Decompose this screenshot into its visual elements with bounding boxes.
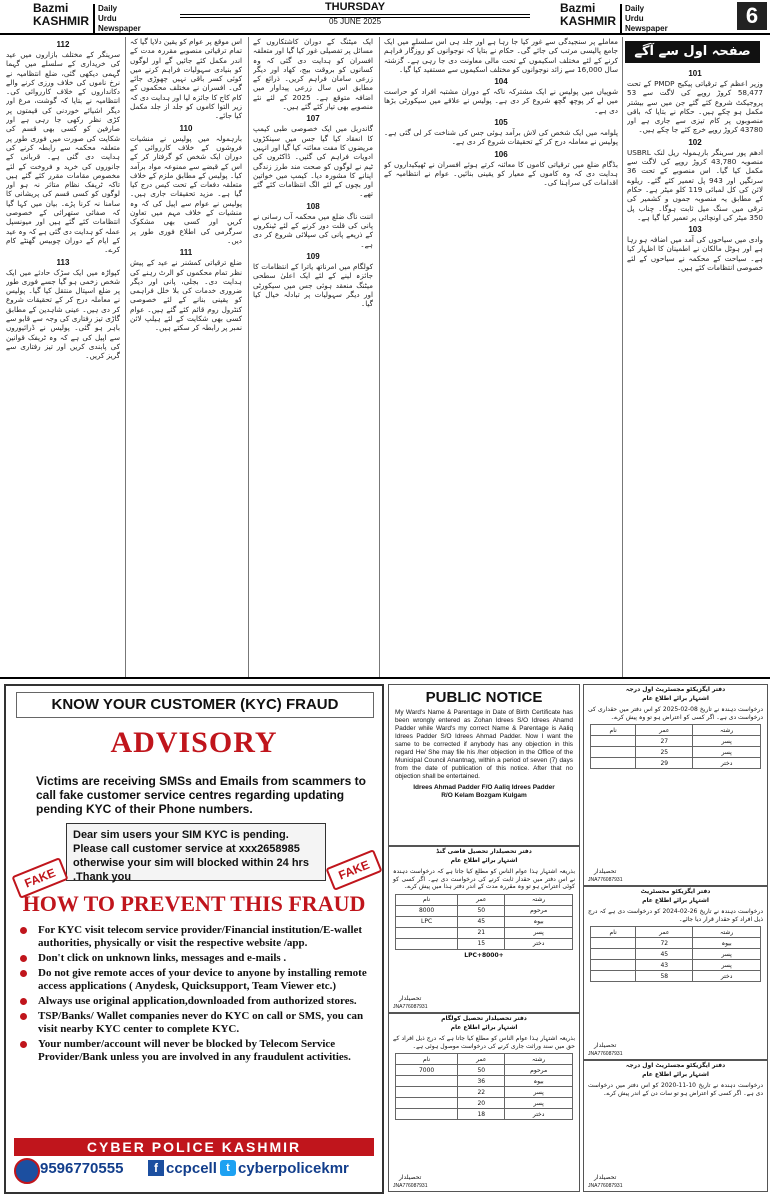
twitter-icon: t [220,1160,236,1176]
table-cell: عمر [636,927,693,938]
table-cell: پسر [693,747,761,758]
tip-text: For KYC visit telecom service provider/Financial institution/E-wallet authorities, physically or visit the respective website /app. [38,924,363,949]
table-row [591,927,761,938]
masthead-left-name1: Bazmi [33,1,69,15]
table-row [591,758,761,769]
article-number: 106 [494,149,508,159]
notice-sign: تحصیلدار [594,1174,617,1181]
page-header [0,0,770,35]
notice-sign: تحصیلدار [399,1174,422,1181]
article-number: 110 [179,123,193,133]
article-column-5 [627,66,763,674]
article-number: 103 [688,225,702,235]
table-cell: 36 [458,1076,505,1087]
table-cell: دختر [693,971,761,982]
table-cell: دختر [505,1109,573,1120]
fake-sms-example: Dear sim users your SIM KYC is pending. Please call customer service at xxx2658985 otherwise your sim will blocked within 24 hrs .Thank you [66,823,326,881]
section-title: صفحہ اول سے آگے [625,41,760,63]
twitter-handle: cyberpolicekmr [238,1160,349,1177]
article-column-4 [384,37,618,675]
tip-item [38,952,373,965]
notice-body: درخواست دہندہ نے تاریخ 08-02-2025 کو اس دفتر میں حقداری کی درخواست دی ہے۔ اگر کسی کو اعتراض ہو تو وہ پیش کرے۔ [588,706,763,721]
article-number: 101 [688,69,702,78]
notice-heading: دفتر ایگزیکٹو مجسٹریٹ اول درجہ [625,686,726,693]
article-number: 105 [494,118,508,128]
fake-stamp-left: FAKE [11,857,68,899]
table-row [591,747,761,758]
fake-stamp-right: FAKE [325,849,382,891]
issue-date: 05 JUNE 2025 [328,17,382,26]
tip-item [38,967,373,993]
table-cell [591,971,636,982]
table-row [591,971,761,982]
notice-body: بذریعہ اشتہار ہذا عوام الناس کو مطلع کیا جاتا ہے کہ درج ذیل افراد کے حق میں سند وراثت جاری کرنے کی درخواست موصول ہوئی ہے۔ [393,1035,575,1050]
table-row [591,960,761,971]
article-column-3 [253,37,373,675]
table-row [396,1087,573,1098]
table-cell: 7000 [396,1065,458,1076]
masthead-right-name2: KASHMIR [560,14,616,28]
table-cell: 18 [458,1109,505,1120]
article-number: 107 [306,114,320,124]
article-text: پلوامہ میں ایک شخص کی لاش برآمد ہوئی جس کی شناخت کر لی گئی ہے۔ پولیس نے معاملہ درج کر کے تحقیقات شروع کر دی ہے۔ [384,128,618,147]
table-row [396,1109,573,1120]
tip-text: Your number/account will never be blocked by Telecom Service Provider/Bank unless you are involved in any fraudulent activities. [38,1038,351,1063]
masthead-right-name1: Bazmi [560,1,596,15]
table-row [396,1054,573,1065]
prevent-fraud-heading: HOW TO PREVENT THIS FRAUD [22,891,366,916]
table-cell: 45 [458,916,505,927]
prevention-tips-list [38,924,373,1066]
masthead-left [33,1,141,33]
kyc-fraud-advertisement [4,684,384,1194]
page-number: 6 [737,2,767,30]
table-row [591,938,761,949]
table-cell: 72 [636,938,693,949]
table-cell: عمر [458,894,505,905]
table-cell [591,747,636,758]
article-text: اننت ناگ ضلع میں محکمہ آب رسانی نے پانی کی قلت دور کرنے کے لئے ٹینکروں کے ذریعے پانی کی سپلائی شروع کر دی ہے۔ [253,211,373,249]
table-cell [591,736,636,747]
table-cell: 29 [636,758,693,769]
article-number: 102 [688,137,702,147]
notice-code: JNA776087931 [588,877,623,883]
notice-code: JNA776087931 [393,1004,428,1010]
notice-title: اشتہار برائے اطلاع عام [450,1024,518,1031]
tip-item [38,995,373,1008]
police-badge-icon [14,1158,40,1184]
article-text: اس موقع پر عوام کو یقین دلایا گیا کہ تمام ترقیاتی منصوبے مقررہ مدت کے اندر مکمل کئے جائیں گے اور لوگوں کو بنیادی سہولیات فراہم کرنے میں کوئی کسر باقی نہیں چھوڑی جائے گی۔ افسران نے مختلف محکموں کے کام کاج کا جائزہ لیا اور ہدایت دی کہ زیر التوا کاموں کو جلد از جلد مکمل کیا جائے۔ [130,37,242,121]
table-row [591,725,761,736]
bullet-icon [20,1013,27,1020]
article-number: 108 [306,201,320,211]
cyber-police-footer [6,1138,382,1192]
table-cell [591,758,636,769]
table-cell [591,938,636,949]
table-row [396,938,573,949]
notice-body: بذریعہ اشتہار ہذا عوام الناس کو مطلع کیا جاتا ہے کہ درخواست دہندہ نے اس دفتر میں حقدار ثابت کرنے کی درخواست دی ہے۔ اگر کسی کو کوئی اعتراض ہو تو وہ مقررہ مدت کے اندر دفتر ہذا میں پیش کرے۔ [393,868,575,891]
public-notice-signature: Idrees Ahmad Padder F/O Aaliq Idrees Padder R/O Kelam Bozgam Kulgam [413,784,555,799]
table-row [396,1098,573,1109]
tip-text: TSP/Banks/ Wallet companies never do KYC on call or SMS, you can visit nearby KYC center to complete KYC. [38,1010,364,1035]
article-text: سرینگر کے مختلف بازاروں میں عید کی خریداری کے سلسلے میں گہما گہمی دیکھی گئی، ضلع انتظامیہ نے نرخ ناموں کی خلاف ورزی کرنے والے دکانداروں کے خلاف کارروائی کی۔ انتظامیہ نے بتایا کہ گوشت، مرغ اور دیگر اشیائے خوردنی کی قیمتوں پر کڑی نظر رکھی جا رہی ہے اور صارفین کو کسی بھی قسم کی شکایت کی صورت میں فوری طور پر متعلقہ محکمہ سے رابطہ کرنے کی ہدایت دی گئی ہے۔ قربانی کے جانوروں کی خرید و فروخت کے لئے مخصوص مقامات مقرر کئے گئے ہیں تاکہ ٹریفک نظام متاثر نہ ہو اور لوگوں کو کسی قسم کی پریشانی کا سامنا نہ کرنا پڑے۔ بیان میں کہا گیا کہ صفائی ستھرائی کے خصوصی انتظامات کئے گئے ہیں اور میونسپل عملہ کو ہدایت دی گئی ہے کہ وہ عید کے ایام کے دوران چوبیس گھنٹے کام کرے۔ [6,50,120,255]
notice-code: JNA776087931 [588,1183,623,1189]
table-cell: پسر [693,736,761,747]
notice-heading: دفتر ایگزیکٹو مجسٹریٹ اول درجہ [625,1062,726,1069]
article-text: وادی میں سیاحوں کی آمد میں اضافہ ہو رہا ہے اور ہوٹل مالکان نے اطمینان کا اظہار کیا ہے۔ سیاحت کے محکمہ نے سیاحوں کے لئے خصوصی انتظامات کئے ہیں۔ [627,235,763,273]
table-cell: پسر [505,1098,573,1109]
notice-body: درخواست دہندہ نے تاریخ 10-11-2020 کو اس دفتر میں درخواست دی ہے۔ اگر کسی کو اعتراض ہو تو سات دن کے اندر پیش کرے۔ [588,1082,763,1097]
tip-text: Always use original application,downloaded from authorized stores. [38,995,357,1007]
column-divider [379,37,380,677]
notice-title: اشتہار برائے اطلاع عام [642,695,709,702]
table-cell: مرحوم [505,1065,573,1076]
masthead-right-tag1: Daily [625,4,645,13]
table-cell: پسر [505,927,573,938]
table-row [591,736,761,747]
article-text: گاندربل میں ایک خصوصی طبی کیمپ کا انعقاد کیا گیا جس میں سینکڑوں مریضوں کا مفت معائنہ کیا گیا اور انہیں ادویات فراہم کی گئیں۔ ڈاکٹروں کی ٹیم نے لوگوں کو صحت مند طرز زندگی اپنانے کا مشورہ دیا۔ کیمپ میں خواتین اور بچوں کے لئے الگ انتظامات کئے گئے تھے۔ [253,124,373,199]
article-text: شوپیاں میں پولیس نے ایک مشترکہ ناکہ کے دوران مشتبہ افراد کو حراست میں لے کر پوچھ گچھ شروع کر دی ہے۔ پولیس نے علاقے میں سیکورٹی بڑھا دی ہے۔ [384,87,618,115]
table-cell: بیوہ [505,916,573,927]
table-cell: نام [591,725,636,736]
article-number: 104 [494,77,508,87]
magistrate-notice-1 [583,684,768,886]
table-cell: نام [591,927,636,938]
notice-heading: دفتر ایگزیکٹو مجسٹریٹ [640,888,711,895]
table-cell: 15 [458,938,505,949]
article-text: ضلع ترقیاتی کمشنر نے عید کے پیش نظر تمام محکموں کو الرٹ رہنے کی ہدایت دی۔ بجلی، پانی اور دیگر ضروری خدمات کی بلا خلل فراہمی کو یقینی بنانے کے لئے خصوصی کنٹرول روم قائم کئے گئے ہیں۔ عوام کسی بھی شکایت کے لئے ہیلپ لائن نمبر پر رابطہ کر سکتے ہیں۔ [130,258,242,333]
helpline-phone: 9596770555 [40,1160,124,1177]
article-text: معاملے پر سنجیدگی سے غور کیا جا رہا ہے اور جلد ہی اس سلسلے میں ایک جامع پالیسی مرتب کی جائے گی۔ حکام نے بتایا کہ نوجوانوں کو روزگار فراہم کرنے کے لئے مختلف اسکیموں کے تحت مالی معاونت دی جا رہی ہے۔ گزشتہ سال 16,000 سے زائد نوجوانوں کو مختلف اسکیموں سے مستفید کیا گیا۔ [384,37,618,74]
cyber-police-banner: CYBER POLICE KASHMIR [14,1138,374,1156]
table-cell [396,1087,458,1098]
article-text: ادھم پور سرینگر بارہمولہ ریل لنک USBRL منصوبہ 43,780 کروڑ روپے کی لاگت سے مکمل کیا گیا۔ اس منصوبے کے تحت 36 سرنگیں اور 943 پل تعمیر کئے گئے۔ ریلوے لائن کی کل لمبائی 119 کلو میٹر ہے۔ حکام کے مطابق یہ منصوبہ جموں و کشمیر کی ترقی میں سنگ میل ثابت ہوگا۔ چناب پل 350 میٹر کی اونچائی پر تعمیر کیا گیا ہے۔ [627,147,763,222]
table-row [396,905,573,916]
table-cell: رشتہ [505,1054,573,1065]
notice-title: اشتہار برائے اطلاع عام [642,1071,709,1078]
table-cell: پسر [693,960,761,971]
notice-body: درخواست دہندہ نے تاریخ 26-02-2024 کو درخواست دی ہے کہ درج ذیل افراد کو حقدار قرار دیا جائے۔ [588,908,763,923]
table-cell [396,1076,458,1087]
tip-item [38,1010,373,1036]
notice-code: JNA776087931 [393,1183,428,1189]
column-divider [622,37,623,677]
table-cell: 21 [458,927,505,938]
tehsil-notice-2 [388,1013,580,1192]
bullet-icon [20,927,27,934]
facebook-icon: f [148,1160,164,1176]
table-row [396,927,573,938]
magistrate-notice-2 [583,886,768,1060]
issue-day: THURSDAY [324,1,386,13]
article-text: بڈگام ضلع میں ترقیاتی کاموں کا معائنہ کرتے ہوئے افسران نے ٹھیکیداروں کو ہدایت دی کہ وہ کاموں کے معیار کو یقینی بنائیں۔ عوام نے انتظامیہ کے اقدامات کی سراہنا کی۔ [384,159,618,188]
table-cell: LPC [396,916,458,927]
public-notice-body: My Ward's Name & Parentage in Date of Birth Certificate has been wrongly entered as Zohan Idrees S/O Idrees Ahamd Padder while Ward's my correct Name & Parentage is Aaliq Idrees Padder S/O Idrees Ahmad Padder. Now I want the same to be corrected if anybody has any objection in this regard He/ She may file his /her objection in the Office of the Municipal Council Anantnag, within a period of seven (7) days from the date of publication of this notice. After that no objection shall be entertained. [395,709,573,780]
article-text: وزیر اعظم کے ترقیاتی پیکیج PMDP کے تحت 58,477 کروڑ روپے کی لاگت سے 53 پروجیکٹ شروع کئے گئے جن میں سے بیشتر مکمل ہو چکے ہیں۔ حکام نے بتایا کہ باقی منصوبوں پر کام تیزی سے جاری ہے اور 43780 کروڑ روپے خرچ کئے جا چکے ہیں۔ [627,79,763,135]
public-notice [388,684,580,846]
article-text: ایک میٹنگ کے دوران کاشتکاروں کے مسائل پر تفصیلی غور کیا گیا اور متعلقہ افسران کو ہدایت دی گئی کہ وہ کسانوں کو بروقت بیج، کھاد اور دیگر زرعی سامان فراہم کریں۔ ذرائع کے مطابق اس سال زرعی پیداوار میں اضافہ متوقع ہے۔ 2025 کے لئے نئے منصوبے بھی تیار کئے گئے ہیں۔ [253,37,373,112]
tip-text: Do not give remote acces of your device to anyone by installing remote access applications ( Anydesk, Quicksupport, Team Viewer etc.) [38,967,367,992]
masthead-right-tag2: Urdu Newspaper [625,14,668,33]
bullet-icon [20,970,27,977]
tip-item [38,924,373,950]
table-cell: 25 [636,747,693,758]
masthead-left-tag1: Daily [98,4,118,13]
bullet-icon [20,1041,27,1048]
advisory-heading: ADVISORY [110,726,278,759]
table-cell [396,927,458,938]
table-cell: 58 [636,971,693,982]
column-divider [125,37,126,677]
table-cell: رشتہ [693,725,761,736]
table-cell: بیوہ [505,1076,573,1087]
bullet-icon [20,998,27,1005]
table-cell: 50 [458,905,505,916]
notice-sign: تحصیلدار [594,868,617,875]
table-cell [396,1109,458,1120]
notice-title: اشتہار برائے اطلاع عام [642,897,709,904]
table-cell: 20 [458,1098,505,1109]
table-cell: رشتہ [505,894,573,905]
table-cell: دختر [505,938,573,949]
article-text: کپواڑہ میں ایک سڑک حادثے میں ایک شخص زخمی ہو گیا جسے فوری طور پر ضلع اسپتال منتقل کیا گیا۔ پولیس نے معاملہ درج کر کے تحقیقات شروع کر دی ہیں۔ عینی شاہدین کے مطابق گاڑی تیز رفتاری کی وجہ سے قابو سے باہر ہو گئی۔ پولیس نے ڈرائیوروں سے اپیل کی ہے کہ وہ ٹریفک قوانین کی پابندی کریں اور تیز رفتاری سے گریز کریں۔ [6,267,120,361]
table-cell: نام [396,1054,458,1065]
facebook-handle: ccpcell [166,1160,217,1177]
table-cell: 50 [458,1065,505,1076]
masthead-right [560,1,668,33]
heirs-table [590,724,761,769]
bullet-icon [20,955,27,962]
article-number: 113 [56,257,70,267]
masthead-right-tag [620,4,668,34]
table-row [396,894,573,905]
table-cell: رشتہ [693,927,761,938]
notice-code: JNA776087931 [588,1051,623,1057]
table-cell: بیوہ [693,938,761,949]
table-row [396,916,573,927]
article-number: 112 [56,40,70,49]
heirs-table [395,894,573,950]
tehsil-notice-1 [388,846,580,1013]
table-cell [396,1098,458,1109]
masthead-left-tag [93,4,141,34]
table-cell: پسر [505,1087,573,1098]
article-text: بارہمولہ میں پولیس نے منشیات فروشوں کے خلاف کارروائی کے دوران ایک شخص کو گرفتار کر کے اس کے قبضے سے ممنوعہ مواد برآمد کیا۔ پولیس کے مطابق ملزم کے خلاف متعلقہ دفعات کے تحت کیس درج کیا گیا ہے۔ مزید تحقیقات جاری ہیں۔ پولیس نے عوام سے اپیل کی کہ وہ منشیات کے خلاف مہم میں تعاون کریں اور کسی بھی مشکوک سرگرمی کی اطلاع فوری طور پر دیں۔ [130,133,242,245]
article-column-1 [6,37,120,675]
table-cell [396,938,458,949]
table-cell: دختر [693,758,761,769]
kyc-title: KNOW YOUR CUSTOMER (KYC) FRAUD [16,692,374,718]
table-cell: مرحوم [505,905,573,916]
table-row [396,1076,573,1087]
table-cell: 45 [636,949,693,960]
public-notice-title: PUBLIC NOTICE [425,689,543,706]
table-cell [591,949,636,960]
victims-text: Victims are receiving SMSs and Emails from scammers to call fake customer service centres regarding updating pending KYC of their Phone numbers. [36,774,366,816]
table-cell: 8000 [396,905,458,916]
table-cell: پسر [693,949,761,960]
article-number: 109 [306,251,320,261]
table-cell: نام [396,894,458,905]
section-divider [0,677,770,679]
article-number: 111 [179,248,193,258]
column-divider [248,37,249,677]
notice-sign: تحصیلدار [399,995,422,1002]
table-row [396,1065,573,1076]
magistrate-notice-3 [583,1060,768,1192]
heirs-table [395,1053,573,1120]
table-cell: 22 [458,1087,505,1098]
tip-item [38,1038,373,1064]
article-column-2 [130,37,242,675]
heirs-table [590,926,761,982]
masthead-left-tag2: Urdu Newspaper [98,14,141,33]
table-cell [591,960,636,971]
notice-footer: +8000+LPC [464,951,504,959]
notice-heading: دفتر تحصیلدار تحصیل قاضی گنڈ [436,848,532,855]
article-text: کولگام میں امرناتھ یاترا کے انتظامات کا جائزہ لینے کے لئے ایک اعلیٰ سطحی میٹنگ منعقد ہوئی جس میں سیکورٹی اور دیگر سہولیات پر تبادلہ خیال کیا گیا۔ [253,261,373,309]
masthead-left-name2: KASHMIR [33,14,89,28]
tip-text: Don't click on unknown links, messages and e-mails . [38,952,287,964]
notice-heading: دفتر تحصیلدار تحصیل کولگام [441,1015,527,1022]
table-cell: عمر [636,725,693,736]
table-cell: 27 [636,736,693,747]
table-cell: 43 [636,960,693,971]
notice-title: اشتہار برائے اطلاع عام [450,857,518,864]
table-cell: عمر [458,1054,505,1065]
notice-sign: تحصیلدار [594,1042,617,1049]
table-row [591,949,761,960]
